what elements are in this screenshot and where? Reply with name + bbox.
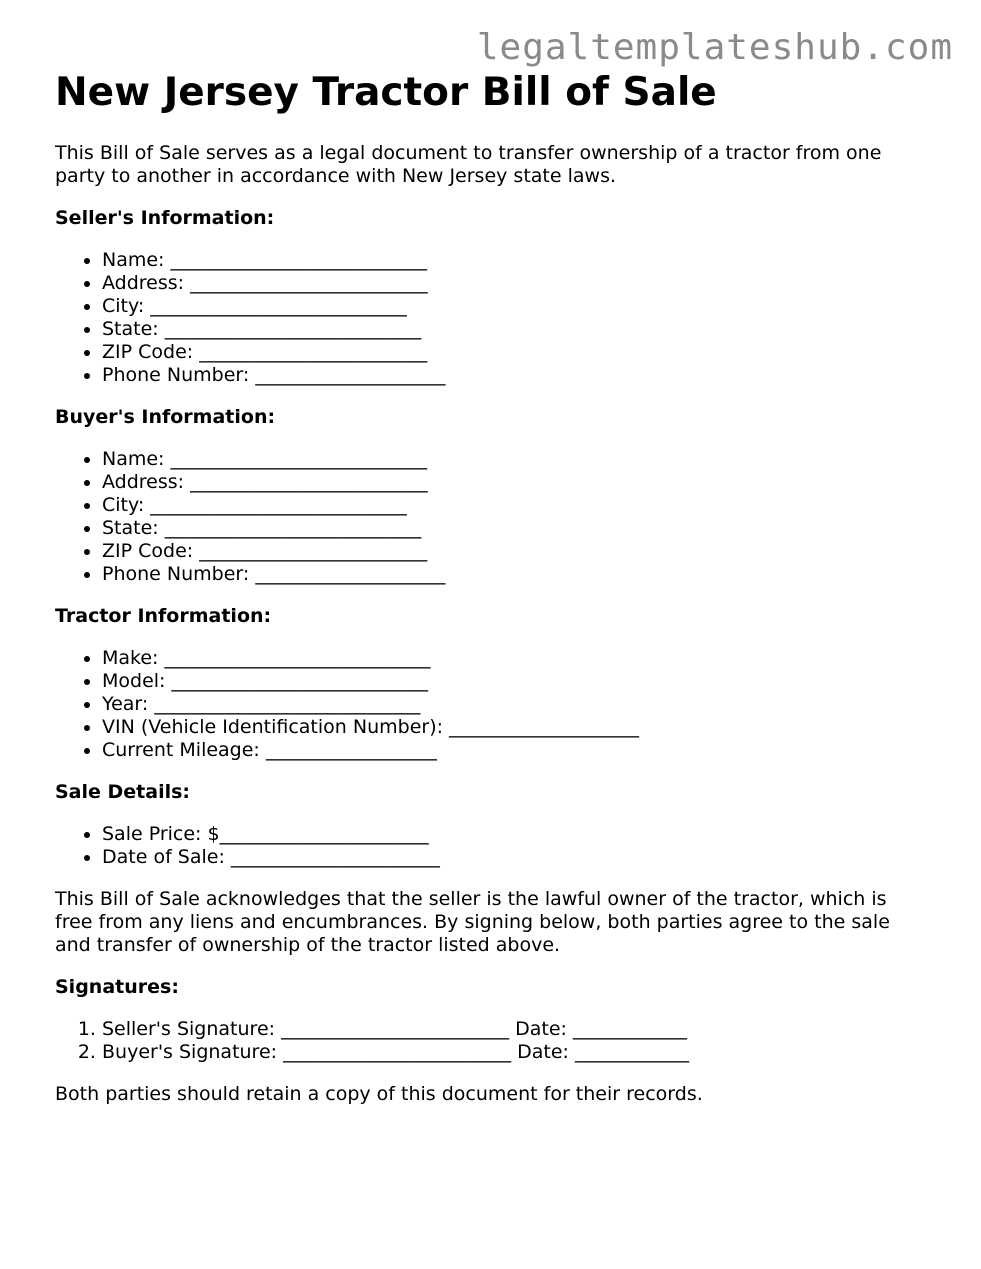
buyer-field-list	[55, 448, 915, 586]
seller-heading: Seller's Information:	[55, 207, 275, 229]
signature-list	[55, 1018, 915, 1064]
tractor-heading: Tractor Information:	[55, 605, 272, 627]
tractor-model-field: • Model: ___________________________	[102, 670, 915, 693]
tractor-make-field: • Make: ____________________________	[102, 647, 915, 670]
tractor-year-field: • Year: ____________________________	[102, 693, 915, 716]
seller-zip-field: • ZIP Code: ________________________	[102, 341, 915, 364]
buyer-signature-line: 2. Buyer's Signature: ________________________ Date: ____________	[102, 1041, 915, 1064]
seller-city-field: • City: ___________________________	[102, 295, 915, 318]
seller-name-field: • Name: ___________________________	[102, 249, 915, 272]
buyer-heading: Buyer's Information:	[55, 406, 276, 428]
seller-phone-field: • Phone Number: ____________________	[102, 364, 915, 387]
tractor-vin-field: • VIN (Vehicle Identification Number): ____________________	[102, 716, 915, 739]
buyer-name-field: • Name: ___________________________	[102, 448, 915, 471]
sale-heading: Sale Details:	[55, 781, 191, 803]
buyer-zip-field: • ZIP Code: ________________________	[102, 540, 915, 563]
acknowledgment-paragraph: This Bill of Sale acknowledges that the seller is the lawful owner of the tractor, which is free from any liens and encumbrances. By signing below, both parties agree to the sale and transfer of ownership of the tractor listed above.	[55, 888, 890, 956]
intro-paragraph: This Bill of Sale serves as a legal document to transfer ownership of a tractor from one party to another in accordance with New Jersey state laws.	[55, 142, 882, 187]
buyer-state-field: • State: ___________________________	[102, 517, 915, 540]
sale-price-field: • Sale Price: $______________________	[102, 823, 915, 846]
sale-field-list	[55, 823, 915, 869]
buyer-address-field: • Address: _________________________	[102, 471, 915, 494]
seller-state-field: • State: ___________________________	[102, 318, 915, 341]
seller-field-list	[55, 249, 915, 387]
watermark: legaltemplateshub.com	[476, 27, 953, 68]
buyer-phone-field: • Phone Number: ____________________	[102, 563, 915, 586]
tractor-field-list	[55, 647, 915, 762]
closing-paragraph: Both parties should retain a copy of this document for their records.	[55, 1083, 703, 1105]
signatures-heading: Signatures:	[55, 976, 179, 998]
seller-address-field: • Address: _________________________	[102, 272, 915, 295]
page-title: New Jersey Tractor Bill of Sale	[55, 70, 717, 115]
buyer-city-field: • City: ___________________________	[102, 494, 915, 517]
sale-date-field: • Date of Sale: ______________________	[102, 846, 915, 869]
seller-signature-line: 1. Seller's Signature: ________________________ Date: ____________	[102, 1018, 915, 1041]
document-page	[55, 70, 915, 1106]
tractor-mileage-field: • Current Mileage: __________________	[102, 739, 915, 762]
